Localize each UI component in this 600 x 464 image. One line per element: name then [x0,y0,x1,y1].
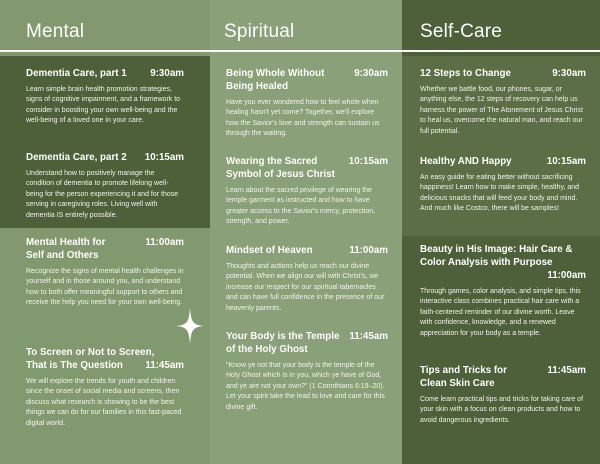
session-item [226,244,388,314]
sparkle-icon [176,308,204,344]
session-title: Beauty in His Image: Hair Care & Color Analysis with Purpose [420,244,573,268]
session-item [26,151,184,221]
session-item [226,330,388,413]
session-title: Mental Health for Self and Others [26,237,106,261]
session-description: Thoughts and actions help us reach our divine potential. When we align our will with Christ's, we increase our respect for our spiritual tabernacles and can have full confidence in the presence of our heavenly parents. [226,263,385,312]
session-time: 11:45am [547,365,586,376]
session-time: 9:30am [552,68,586,79]
session-item [420,243,586,339]
session-title-row [26,346,184,372]
session-description: Through games, color analysis, and simple tips, this interactive class combines practical hair care with a faith-centered reminder of our divine worth. Leave with confidence, knowledge, and a renewed appreciation for your body as a temple. [420,288,581,337]
session-item [226,155,388,228]
session-time: 9:30am [150,68,184,79]
session-title-row [226,330,388,356]
session-item [226,67,388,140]
heading-divider [0,50,210,52]
session-title-row [420,67,586,80]
column-heading: Spiritual [224,21,295,42]
session-time: 11:45am [145,360,184,371]
session-item [420,155,586,215]
session-title-row [420,364,586,390]
column-mental [0,0,210,464]
session-title-row [26,67,184,80]
session-description: Come learn practical tips and tricks for taking care of your skin with a focus on clean products and how to avoid dangerous ingredients. [420,396,584,424]
session-title: Tips and Tricks for Clean Skin Care [420,365,507,389]
session-time: 10:15am [348,156,388,167]
session-time: 9:30am [354,68,388,79]
session-item [26,67,184,127]
session-description: Understand how to positively manage the condition of dementia to promote lifelong well-being for the person experiencing it and for those serving in caregiving roles. Living well with dementia IS entirely possible. [26,170,179,219]
session-time: 10:15am [144,152,184,163]
session-description: Recognize the signs of mental health challenges in yourself and in those around you, and understand how to both offer meaningful support to others and receive the help you need for your own well-being. [26,268,184,307]
column-heading: Mental [26,21,85,42]
session-description: We will explore the trends for youth and children since the onset of social media and screens, then discuss what research is showing to be the best things we can do for our families in this fast-paced digital world. [26,378,182,427]
session-title-row [226,67,388,93]
session-title-row [420,243,586,282]
session-title: 12 Steps to Change [420,68,511,79]
session-title-row [226,244,388,257]
session-title-row [420,155,586,168]
session-title-row [26,151,184,164]
session-description: Have you ever wondered how to feel whole when healing hasn't yet come? Together, we'll explore how the Savior's love and strength can sustain us through the waiting. [226,99,380,138]
session-description: Whether we battle food, our phones, sugar, or anything else, the 12 steps of recovery can help us harness the power of The Atonement of Jesus Christ to heal us, overcome the natural man, and reach our full potential. [420,86,583,135]
column-heading: Self-Care [420,21,503,42]
session-item [420,364,586,426]
session-title: Mindset of Heaven [226,245,313,256]
session-title-row [226,155,388,181]
session-description: "Know ye not that your body is the temple of the Holy Ghost which is in you, which ye have of God, and ye are not your own?" (1 Corinthians 6:19–20). Let your spirit take the lead to love and care for this divine gift. [226,362,385,411]
session-title: Healthy AND Happy [420,156,512,167]
session-title: Dementia Care, part 2 [26,152,127,163]
session-title-row [26,236,184,262]
session-item [26,346,184,429]
session-time: 10:15am [546,156,586,167]
column-spiritual [210,0,402,464]
column-self-care [402,0,600,464]
heading-divider [210,50,402,52]
session-item [420,67,586,137]
session-title: Your Body is the Temple of the Holy Ghost [226,331,340,355]
session-time: 11:00am [145,237,184,248]
session-description: An easy guide for eating better without sacrificing happiness! Learn how to make simple, healthy, and delicious snacks that will feed your body and mind. And much like Costco, there will be samples! [420,174,580,213]
session-time: 11:00am [349,245,388,256]
session-title: Wearing the Sacred Symbol of Jesus Christ [226,156,335,180]
session-item [26,236,184,309]
session-time: 11:00am [547,270,586,281]
session-time: 11:45am [349,331,388,342]
session-description: Learn simple brain health promotion strategies, signs of cognitive impairment, and a framework to consider in boosting your own well-being and the well-being of a loved one in your care. [26,86,181,125]
session-description: Learn about the sacred privilege of wearing the temple garment as instructed and how to have greater access to the Savior's mercy, protection, strength, and power. [226,187,376,226]
session-title: To Screen or Not to Screen, That is The Question [26,347,155,371]
heading-divider [402,50,600,52]
session-title: Being Whole Without Being Healed [226,68,325,92]
session-title: Dementia Care, part 1 [26,68,127,79]
